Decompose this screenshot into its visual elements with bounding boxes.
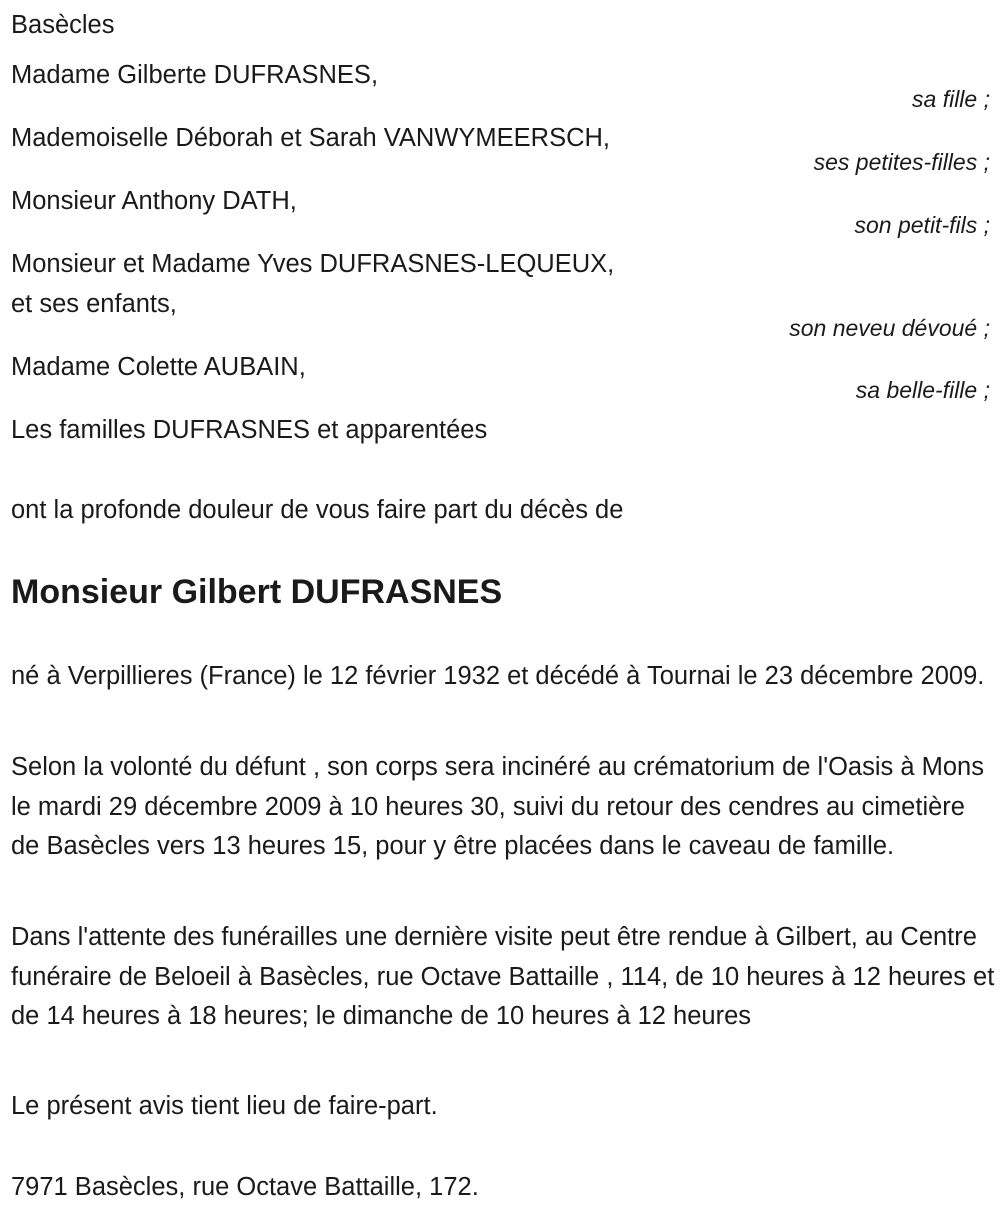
family-relation: ses petites-filles ; bbox=[813, 149, 990, 175]
paragraph-birth-death: né à Verpillieres (France) le 12 février 1932 et décédé à Tournai le 23 décembre 2009. bbox=[11, 662, 985, 690]
family-relation: sa fille ; bbox=[912, 86, 990, 112]
family-relation: son neveu dévoué ; bbox=[789, 315, 990, 341]
family-name: Monsieur et Madame Yves DUFRASNES-LEQUEUX, bbox=[11, 250, 615, 278]
deceased-name: Monsieur Gilbert DUFRASNES bbox=[11, 573, 503, 611]
address: 7971 Basècles, rue Octave Battaille, 172. bbox=[11, 1173, 479, 1201]
family-relation: son petit-fils ; bbox=[854, 212, 990, 238]
family-name: Les familles DUFRASNES et apparentées bbox=[11, 416, 488, 444]
family-name: Monsieur Anthony DATH, bbox=[11, 187, 297, 215]
family-name: Mademoiselle Déborah et Sarah VANWYMEERSCH, bbox=[11, 124, 611, 152]
paragraph-ceremony: Selon la volonté du défunt , son corps sera incinéré au crématorium de l'Oasis à Mons le mardi 29 décembre 2009 à 10 heures 30, suivi du retour des cendres au cimetière de Basècles vers 13 heures 15, pour y être placées dans le caveau de famille. bbox=[11, 753, 984, 860]
family-name: Madame Gilberte DUFRASNES, bbox=[11, 61, 379, 89]
paragraph-notice: Le présent avis tient lieu de faire-part. bbox=[11, 1092, 438, 1120]
family-name-continued: et ses enfants, bbox=[11, 290, 177, 318]
family-name: Madame Colette AUBAIN, bbox=[11, 353, 306, 381]
announcement: ont la profonde douleur de vous faire part du décès de bbox=[11, 496, 624, 524]
paragraph-visit: Dans l'attente des funérailles une dernière visite peut être rendue à Gilbert, au Centre funéraire de Beloeil à Basècles, rue Octave Battaille , 114, de 10 heures à 12 heures et de 14 heures à 18 heures; le dimanche de 10 heures à 12 heures bbox=[11, 923, 995, 1030]
family-relation: sa belle-fille ; bbox=[855, 377, 990, 403]
place: Basècles bbox=[11, 11, 115, 39]
